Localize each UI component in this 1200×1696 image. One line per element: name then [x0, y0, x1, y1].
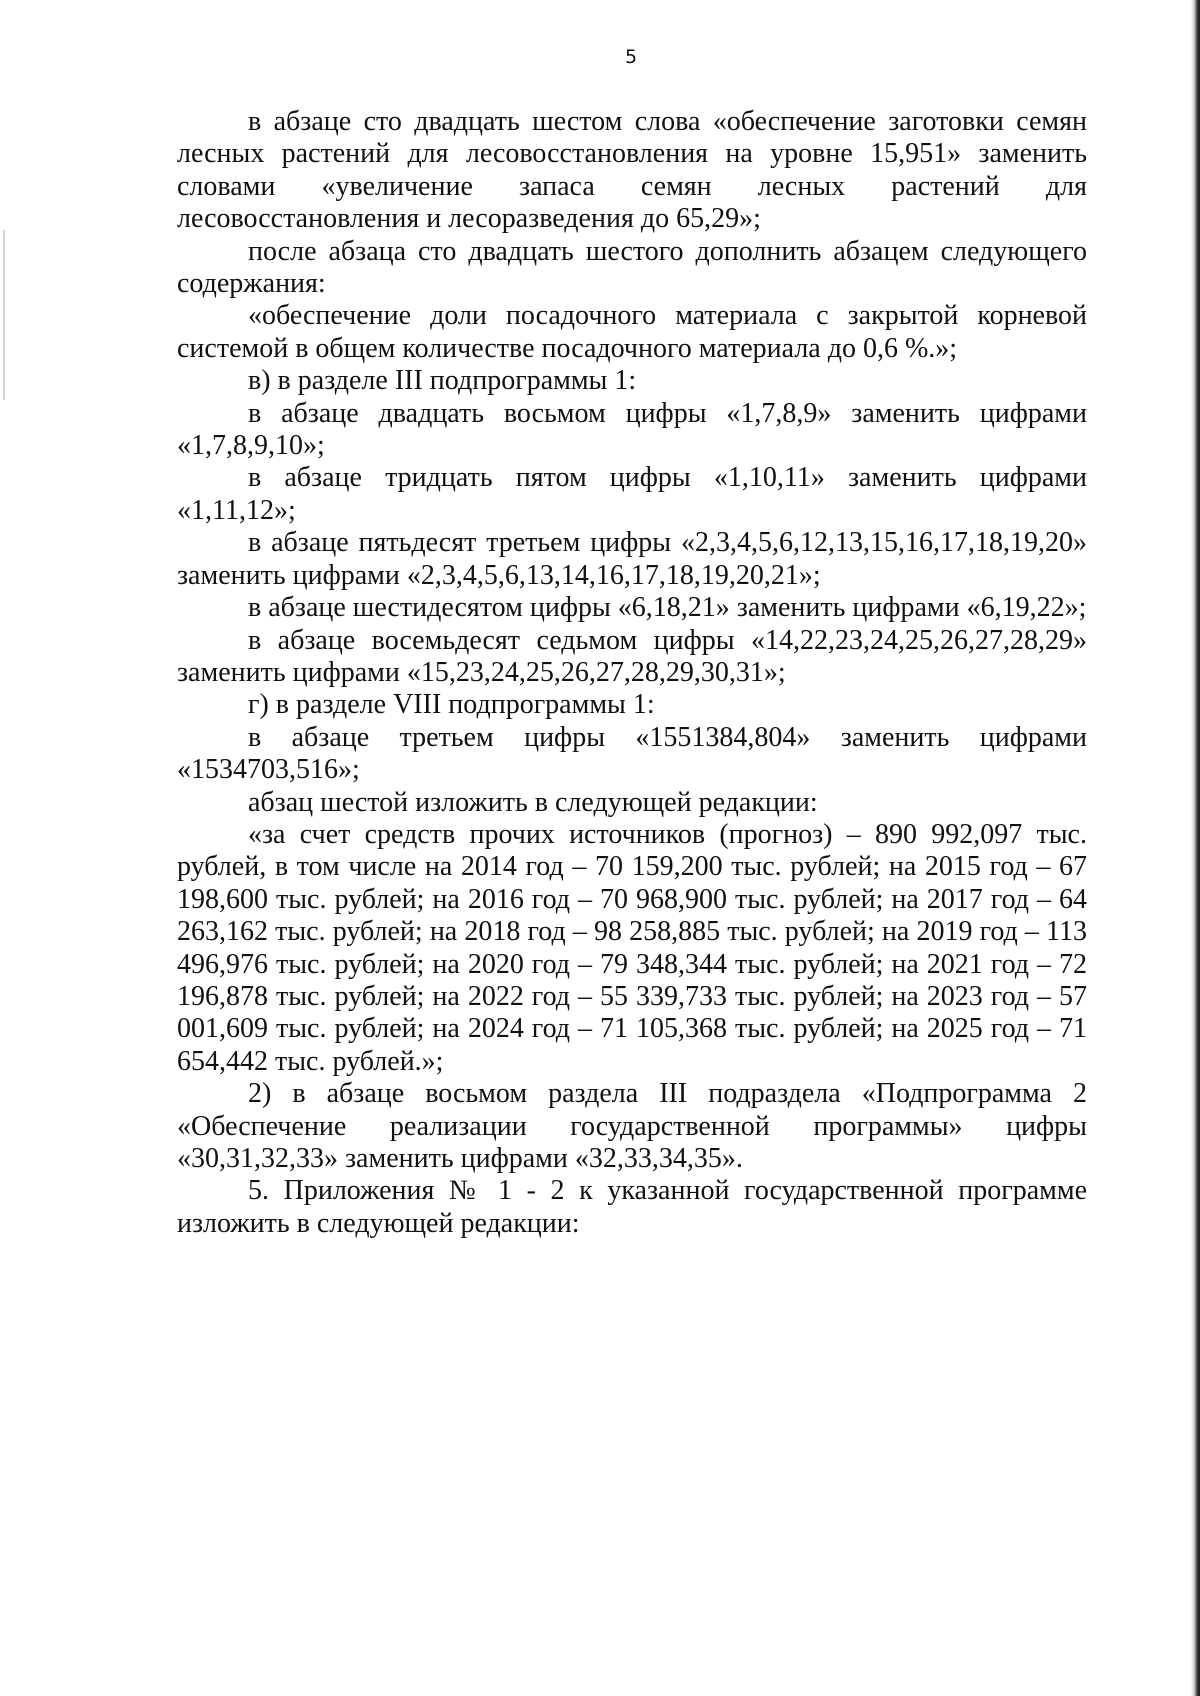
paragraph: в абзаце третьем цифры «1551384,804» заменить цифрами «1534703,516»;	[177, 721, 1087, 786]
scan-mark	[3, 230, 5, 400]
paragraph: 5. Приложения № 1 - 2 к указанной государственной программе изложить в следующей редакции:	[177, 1175, 1087, 1239]
document-body	[177, 106, 1087, 1240]
scan-edge	[1191, 0, 1200, 1696]
page-number: 5	[624, 46, 638, 68]
paragraph: в абзаце пятьдесят третьем цифры «2,3,4,5,6,12,13,15,16,17,18,19,20» заменить цифрами «2,3,4,5,6,13,14,16,17,18,19,20,21»;	[177, 527, 1087, 591]
paragraph: после абзаца сто двадцать шестого дополнить абзацем следующего содержания:	[177, 235, 1087, 300]
paragraph: в абзаце тридцать пятом цифры «1,10,11» заменить цифрами «1,11,12»;	[177, 462, 1087, 526]
paragraph: в абзаце сто двадцать шестом слова «обеспечение заготовки семян лесных растений для лесовосстановления на уровне 15,951» заменить словами «увеличение запаса семян лесных растений для лесовосстановления и лесоразведения до 65,29»;	[177, 106, 1087, 235]
paragraph: в) в разделе III подпрограммы 1:	[248, 365, 637, 397]
paragraph: абзац шестой изложить в следующей редакции:	[248, 786, 818, 818]
paragraph: г) в разделе VIII подпрограммы 1:	[248, 689, 655, 721]
paragraph: в абзаце шестидесятом цифры «6,18,21» заменить цифрами «6,19,22»;	[248, 592, 1087, 624]
paragraph: «за счет средств прочих источников (прогноз) – 890 992,097 тыс. рублей, в том числе на 2014 год – 70 159,200 тыс. рублей; на 2015 год – 67 198,600 тыс. рублей; на 2016 год – 70 968,900 тыс. рублей; на 2017 год – 64 263,162 тыс. рублей; на 2018 год – 98 258,885 тыс. рублей; на 2019 год – 113 496,976 тыс. рублей; на 2020 год – 79 348,344 тыс. рублей; на 2021 год – 72 196,878 тыс. рублей; на 2022 год – 55 339,733 тыс. рублей; на 2023 год – 57 001,609 тыс. рублей; на 2024 год – 71 105,368 тыс. рублей; на 2025 год – 71 654,442 тыс. рублей.»;	[177, 818, 1087, 1077]
paragraph: «обеспечение доли посадочного материала с закрытой корневой системой в общем количестве посадочного материала до 0,6 %.»;	[177, 300, 1087, 364]
paragraph: в абзаце восемьдесят седьмом цифры «14,22,23,24,25,26,27,28,29» заменить цифрами «15,23,24,25,26,27,28,29,30,31»;	[177, 624, 1087, 688]
paragraph: 2) в абзаце восьмом раздела III подраздела «Подпрограмма 2 «Обеспечение реализации государственной программы» цифры «30,31,32,33» заменить цифрами «32,33,34,35».	[177, 1078, 1087, 1174]
paragraph: в абзаце двадцать восьмом цифры «1,7,8,9» заменить цифрами «1,7,8,9,10»;	[177, 397, 1087, 462]
